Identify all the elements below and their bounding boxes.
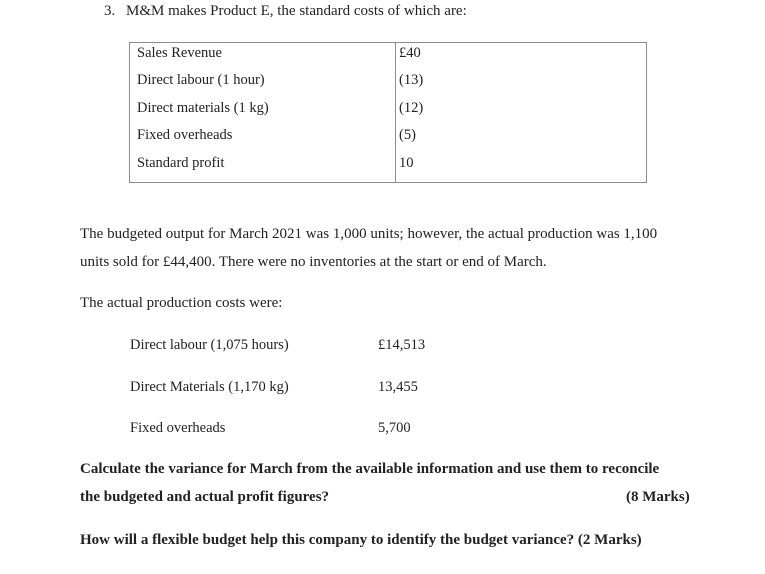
paragraph-line-2: units sold for £44,400. There were no inventories at the start or end of March. xyxy=(80,254,547,270)
row-value: (5) xyxy=(399,127,416,143)
actual-cost-label: Direct Materials (1,170 kg) xyxy=(130,379,289,395)
row-label: Sales Revenue xyxy=(137,45,222,61)
row-value: (12) xyxy=(399,100,424,116)
table-row xyxy=(130,155,646,177)
task-1-marks: (8 Marks) xyxy=(626,489,690,505)
actual-cost-value: £14,513 xyxy=(378,337,426,353)
table-row xyxy=(130,127,646,149)
actual-cost-label: Fixed overheads xyxy=(130,420,226,436)
task-1-line-1: Calculate the variance for March from the available information and use them to reconcile xyxy=(80,461,660,477)
task-2-text: How will a flexible budget help this company to identify the budget variance? (2 Marks) xyxy=(80,532,642,548)
standard-costs-table xyxy=(129,42,647,183)
table-row xyxy=(130,45,646,67)
row-label: Fixed overheads xyxy=(137,127,233,143)
table-row xyxy=(130,100,646,122)
row-label: Direct materials (1 kg) xyxy=(137,100,269,116)
actual-cost-value: 5,700 xyxy=(378,420,411,436)
actual-cost-label: Direct labour (1,075 hours) xyxy=(130,337,289,353)
actual-costs-intro: The actual production costs were: xyxy=(80,295,283,311)
row-value: 10 xyxy=(399,155,414,171)
row-value: £40 xyxy=(399,45,421,61)
question-heading xyxy=(104,3,467,20)
task-1-line-2: the budgeted and actual profit figures? xyxy=(80,489,330,505)
actual-cost-value: 13,455 xyxy=(378,379,418,395)
table-row xyxy=(130,72,646,94)
row-label: Standard profit xyxy=(137,155,225,171)
question-text: M&M makes Product E, the standard costs of which are: xyxy=(126,3,467,19)
row-value: (13) xyxy=(399,72,424,88)
question-number: 3. xyxy=(104,3,116,19)
paragraph-line-1: The budgeted output for March 2021 was 1,000 units; however, the actual production was 1,100 xyxy=(80,226,658,242)
row-label: Direct labour (1 hour) xyxy=(137,72,265,88)
